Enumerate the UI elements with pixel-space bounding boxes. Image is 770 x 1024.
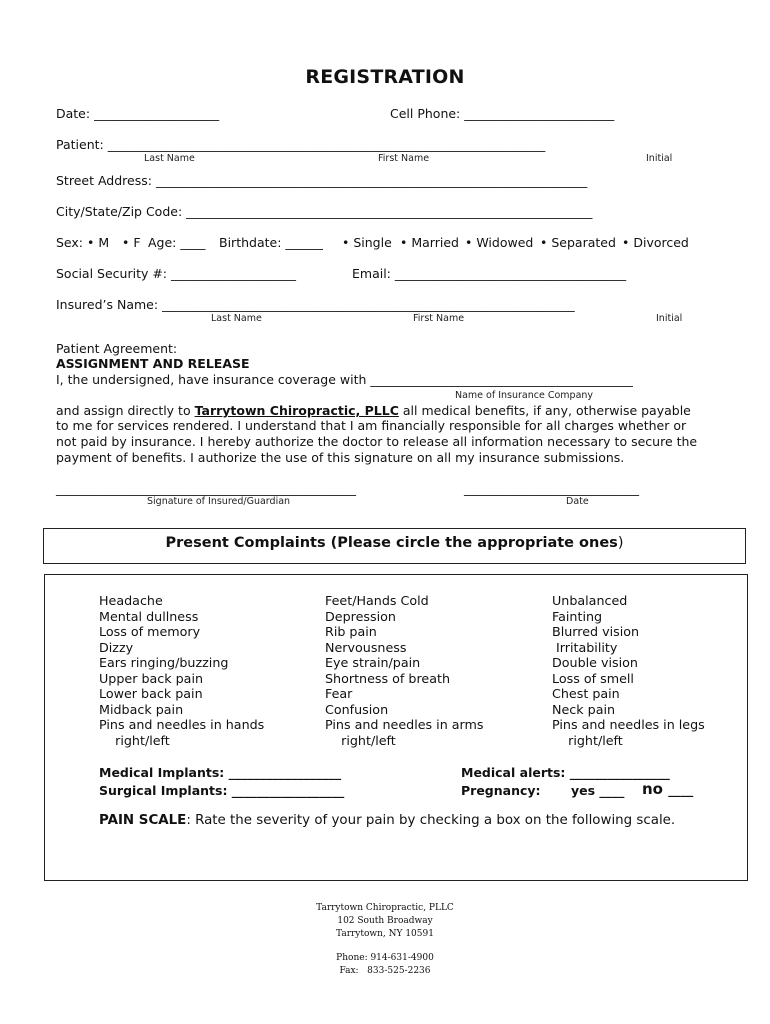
street-label: Street Address: [56,173,152,188]
pregnancy-yes-field[interactable]: yes ____ [571,783,625,798]
status-widowed-option[interactable]: • Widowed [465,235,534,250]
complaint-item[interactable]: Feet/Hands Cold [325,593,429,608]
pain-scale-line [99,813,675,828]
medical-alerts-field[interactable]: Medical alerts: ________________ [461,765,670,780]
agreement-label: Patient Agreement: [56,341,178,356]
footer-address-1: 102 South Broadway [337,915,433,926]
ssn-field[interactable] [56,266,296,281]
complaint-item[interactable]: Midback pain [99,701,184,717]
email-field[interactable] [352,266,626,281]
city-blank[interactable]: _________________________________________________________________ [186,204,593,219]
complaints-header-close: ) [617,535,624,551]
patient-first-caption: First Name [378,153,430,164]
complaint-item[interactable]: Upper back pain [99,670,204,686]
sex-f-option[interactable]: • F [122,235,141,250]
date-blank[interactable]: ____________________ [94,106,220,121]
agreement-line-5: payment of benefits. I authorize the use of this signature on all my insurance submissions. [56,450,625,465]
medical-implants-field[interactable]: Medical Implants: __________________ [99,765,342,780]
complaint-item[interactable]: Shortness of breath [325,670,450,686]
complaint-item[interactable]: Lower back pain [99,686,203,701]
status-separated-option[interactable]: • Separated [540,235,616,250]
agreement-line-2-post: all medical benefits, if any, otherwise payable [402,403,691,418]
pregnancy-no-label: no [642,780,663,798]
insured-label: Insured’s Name: [56,297,159,312]
pregnancy-no-field[interactable] [642,780,693,798]
footer-fax: Fax: 833-525-2236 [339,966,431,977]
age-field[interactable]: Age: ____ [148,235,206,250]
insured-last-caption: Last Name [211,313,262,324]
sex-m-option[interactable]: Sex: • M [56,235,110,250]
footer-practice-name: Tarrytown Chiropractic, PLLC [316,903,454,913]
patient-blank[interactable]: ______________________________________________________________________ [107,137,546,152]
complaint-item[interactable]: Depression [325,608,396,624]
complaint-item[interactable]: Ears ringing/buzzing [99,655,229,670]
complaint-item[interactable]: Neck pain [552,701,616,717]
complaint-item[interactable]: right/left [99,732,170,748]
status-married-option[interactable]: • Married [400,235,459,250]
complaint-item[interactable]: Loss of smell [552,670,634,686]
patient-initial-caption: Initial [646,153,673,164]
insured-initial-caption: Initial [656,313,683,324]
complaint-item[interactable]: right/left [325,732,396,748]
agreement-line-2 [56,403,691,418]
insured-blank[interactable]: __________________________________________________________________ [162,297,575,312]
agreement-line-1 [56,372,633,387]
complaint-item[interactable]: Irritability [552,639,618,655]
insured-field[interactable] [56,297,575,312]
pregnancy-no-blank[interactable]: ____ [668,782,694,797]
patient-field[interactable] [56,137,545,152]
insurance-company-blank[interactable]: __________________________________________ [370,372,633,387]
cell-phone-field[interactable] [390,106,614,121]
status-single-option[interactable]: • Single [342,235,392,250]
agreement-line-3: to me for services rendered. I understand that I am financially responsible for all charges whether or [56,418,687,433]
complaint-item[interactable]: Pins and needles in arms [325,717,484,732]
complaints-column-1 [99,593,264,748]
complaint-item[interactable]: Dizzy [99,639,134,655]
complaint-item[interactable]: right/left [552,732,623,748]
surgical-implants-field[interactable]: Surgical Implants: __________________ [99,783,345,798]
signature-date-caption: Date [566,496,589,507]
ssn-blank[interactable]: ____________________ [171,266,297,281]
signature-date-blank[interactable]: ____________________________ [464,481,639,496]
complaint-item[interactable]: Rib pain [325,624,377,639]
complaint-item[interactable]: Blurred vision [552,624,640,639]
complaints-header [44,535,745,551]
date-field[interactable] [56,106,219,121]
assignment-heading: ASSIGNMENT AND RELEASE [56,356,250,371]
complaint-item[interactable]: Eye strain/pain [325,655,421,670]
complaint-item[interactable]: Chest pain [552,686,620,701]
footer [0,902,770,978]
complaint-item[interactable]: Double vision [552,655,638,670]
city-label: City/State/Zip Code: [56,204,183,219]
complaint-item[interactable]: Confusion [325,701,389,717]
complaint-item[interactable]: Fainting [552,608,603,624]
signature-caption: Signature of Insured/Guardian [147,496,291,507]
page-title: REGISTRATION [305,66,465,88]
pregnancy-label: Pregnancy: [461,783,541,798]
cell-phone-blank[interactable]: ________________________ [464,106,615,121]
status-divorced-option[interactable]: • Divorced [622,235,689,250]
complaint-item[interactable]: Mental dullness [99,608,199,624]
complaints-column-3 [552,593,705,748]
complaint-item[interactable]: Pins and needles in legs [552,717,705,732]
complaints-header-box [43,528,746,564]
ssn-label: Social Security #: [56,266,168,281]
pain-scale-label: PAIN SCALE [99,813,187,828]
agreement-line-4: not paid by insurance. I hereby authorize the doctor to release all information necessary to secure the [56,434,698,449]
footer-address-2: Tarrytown, NY 10591 [336,928,434,939]
cell-phone-label: Cell Phone: [390,106,461,121]
agreement-line-2-pre: and assign directly to [56,403,191,418]
practice-name: Tarrytown Chiropractic, PLLC [194,403,399,418]
complaints-column-2 [325,593,484,748]
city-field[interactable] [56,204,592,219]
complaint-item[interactable]: Nervousness [325,639,407,655]
complaint-item[interactable]: Pins and needles in hands [99,717,265,732]
insurance-company-caption: Name of Insurance Company [455,390,594,401]
complaint-item[interactable]: Headache [99,593,163,608]
street-field[interactable] [56,173,587,188]
agreement-line-1-text: I, the undersigned, have insurance coverage with [56,372,367,387]
email-blank[interactable]: _____________________________________ [394,266,627,281]
complaint-item[interactable]: Loss of memory [99,624,201,639]
date-label: Date: [56,106,91,121]
patient-last-caption: Last Name [144,153,195,164]
patient-label: Patient: [56,137,104,152]
pain-scale-text: : Rate the severity of your pain by checking a box on the following scale. [186,813,676,828]
footer-phone: Phone: 914-631-4900 [336,953,434,964]
street-blank[interactable]: _____________________________________________________________________ [155,173,588,188]
signature-blank[interactable]: ________________________________________________ [56,481,356,496]
birthdate-field[interactable]: Birthdate: ______ [219,235,323,250]
insured-first-caption: First Name [413,313,465,324]
email-label: Email: [352,266,391,281]
complaint-item[interactable]: Fear [325,686,353,701]
complaints-header-text: Present Complaints (Please circle the appropriate ones [165,535,618,551]
complaint-item[interactable]: Unbalanced [552,593,628,608]
